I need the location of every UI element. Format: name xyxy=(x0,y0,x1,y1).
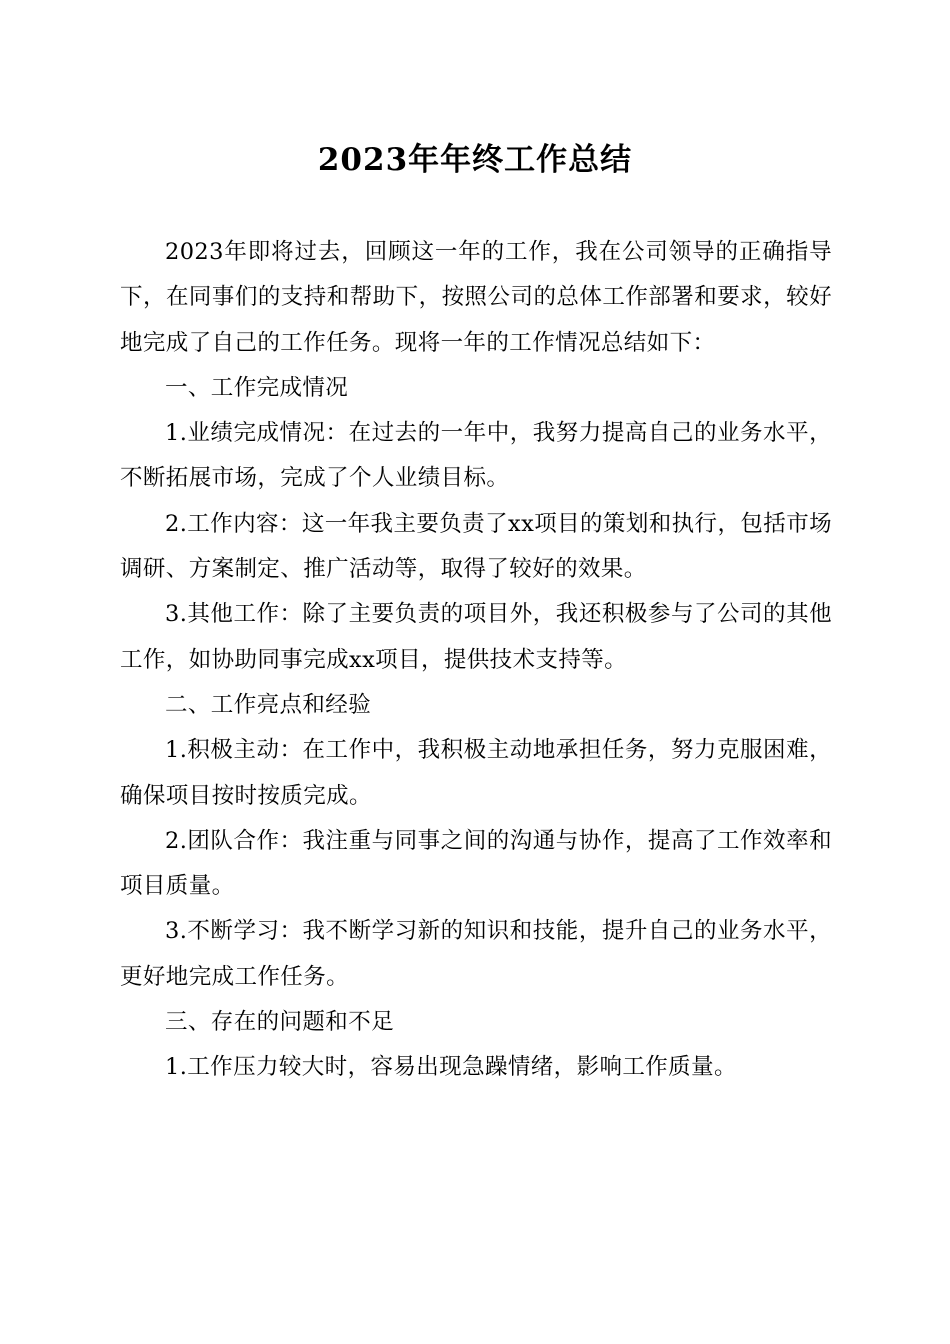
section-item: 3.不断学习：我不断学习新的知识和技能，提升自己的业务水平，更好地完成工作任务。 xyxy=(120,918,832,990)
section-item: 1.业绩完成情况：在过去的一年中，我努力提高自己的业务水平，不断拓展市场，完成了个人业绩目标。 xyxy=(120,420,832,492)
section-heading: 一、工作完成情况 xyxy=(165,374,349,401)
section-item: 2.团队合作：我注重与同事之间的沟通与协作，提高了工作效率和项目质量。 xyxy=(120,827,832,900)
section-item: 1.积极主动：在工作中，我积极主动地承担任务，努力克服困难，确保项目按时按质完成。 xyxy=(120,737,832,809)
section-item: 1.工作压力较大时，容易出现急躁情绪，影响工作质量。 xyxy=(165,1054,737,1081)
section-heading: 三、存在的问题和不足 xyxy=(165,1009,395,1036)
document-title: 2023年年终工作总结 xyxy=(317,142,633,178)
document-body xyxy=(120,230,832,1091)
intro-paragraph: 2023年即将过去，回顾这一年的工作，我在公司领导的正确指导下，在同事们的支持和帮助下，按照公司的总体工作部署和要求，较好地完成了自己的工作任务。现将一年的工作情况总结如下： xyxy=(120,239,832,356)
section-item: 3.其他工作：除了主要负责的项目外，我还积极参与了公司的其他工作，如协助同事完成xx项目，提供技术支持等。 xyxy=(120,601,832,673)
section-heading: 二、工作亮点和经验 xyxy=(165,691,372,718)
section-item: 2.工作内容：这一年我主要负责了xx项目的策划和执行，包括市场调研、方案制定、推广活动等，取得了较好的效果。 xyxy=(120,510,832,583)
